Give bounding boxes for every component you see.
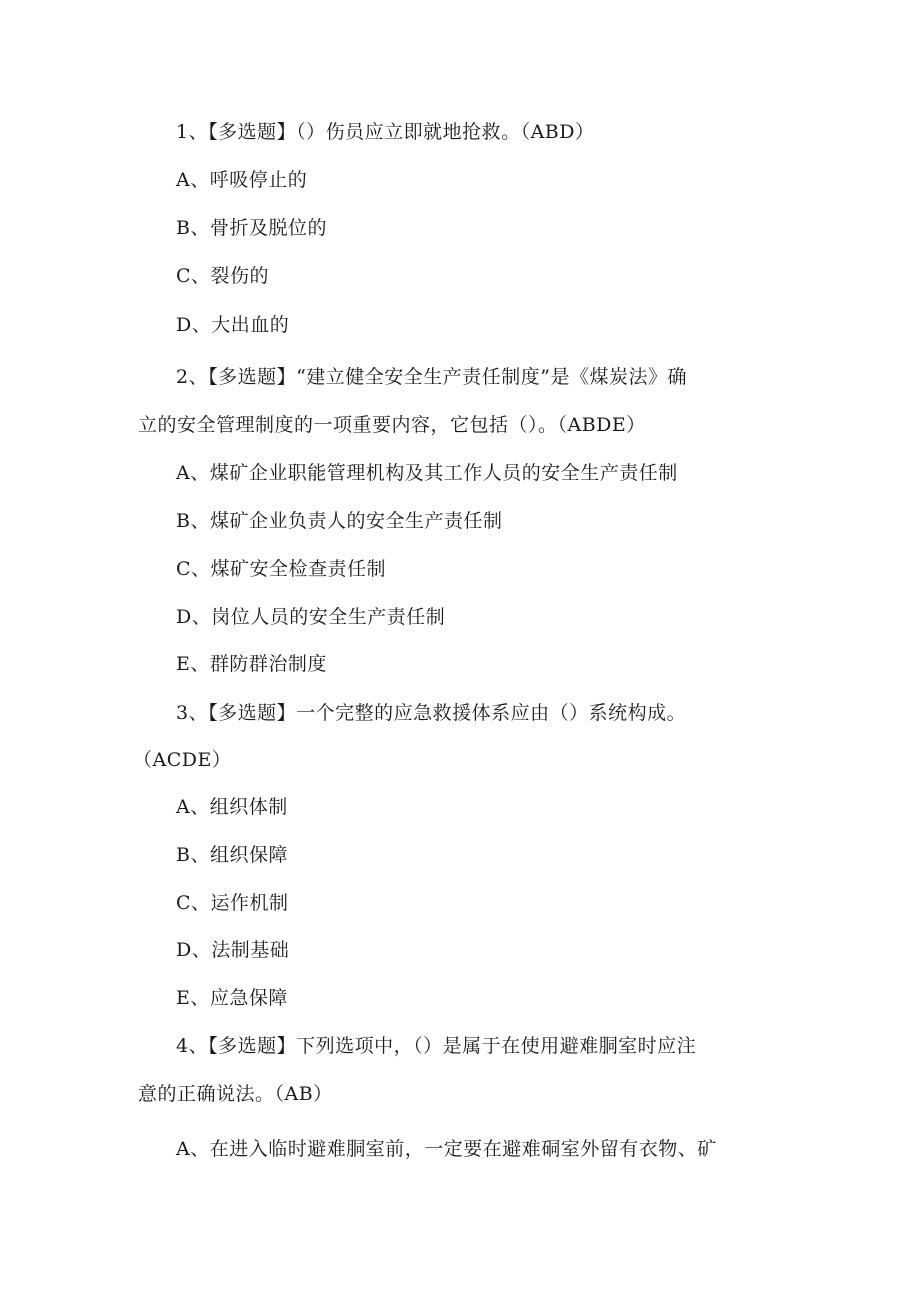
question-3-option-c: C、运作机制 <box>176 892 289 914</box>
question-2-option-d: D、岗位人员的安全生产责任制 <box>176 606 446 628</box>
question-3-option-d: D、法制基础 <box>176 939 290 961</box>
question-3-option-a: A、组织体制 <box>176 796 288 818</box>
question-4-stem-line-2: 意的正确说法。（AB） <box>138 1083 333 1105</box>
question-1-option-d: D、大出血的 <box>176 314 290 336</box>
question-1-option-c: C、裂伤的 <box>176 265 270 287</box>
question-2-option-c: C、煤矿安全检查责任制 <box>176 558 387 580</box>
question-1-stem-line-1: 1、【多选题】（）伤员应立即就地抢救。（ABD） <box>176 121 595 143</box>
question-3-option-e: E、应急保障 <box>176 987 288 1009</box>
question-2-stem-line-2: 立的安全管理制度的一项重要内容，它包括（）。（ABDE） <box>138 414 646 436</box>
question-2-stem-line-1: 2、【多选题】“建立健全安全生产责任制度”是《煤炭法》确 <box>176 366 688 388</box>
question-4-stem-line-1: 4、【多选题】下列选项中，（）是属于在使用避难胴室时应注 <box>176 1035 697 1057</box>
question-1-option-a: A、呼吸停止的 <box>176 169 308 191</box>
question-3-stem-line-1: 3、【多选题】一个完整的应急救援体系应由（）系统构成。 <box>176 702 687 724</box>
question-2-option-a: A、煤矿企业职能管理机构及其工作人员的安全生产责任制 <box>176 462 678 484</box>
question-3-stem-line-2: （ACDE） <box>133 749 232 771</box>
question-1-option-b: B、骨折及脱位的 <box>176 217 327 239</box>
question-2-option-b: B、煤矿企业负责人的安全生产责任制 <box>176 510 503 532</box>
question-3-option-b: B、组织保障 <box>176 844 288 866</box>
question-4-option-a: A、在进入临时避难胴室前，一定要在避难硐室外留有衣物、矿 <box>176 1138 717 1160</box>
question-2-option-e: E、群防群治制度 <box>176 653 327 675</box>
